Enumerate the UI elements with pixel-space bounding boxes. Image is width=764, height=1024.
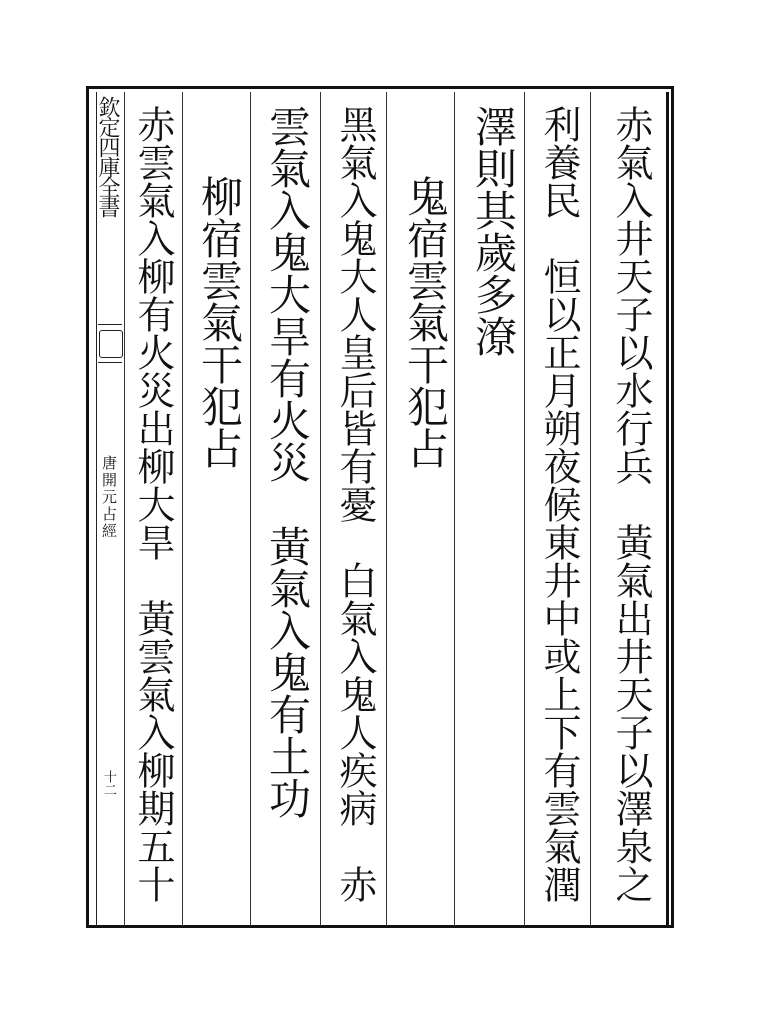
column-rule: [590, 92, 591, 926]
text-column-3: 澤則其歲多潦: [469, 105, 518, 357]
column-rule: [250, 92, 251, 926]
text-column-6: 雲氣入鬼大旱有火災 黃氣入鬼有土功: [263, 105, 312, 819]
column-rule: [524, 92, 525, 926]
text-column-1: 赤氣入井天子以水行兵 黃氣出井天子以澤泉之: [609, 105, 653, 903]
section-heading-ghost-mansion: 鬼宿雲氣干犯占: [401, 175, 450, 469]
margin-divider-lower: [98, 362, 122, 363]
column-rule: [124, 92, 125, 926]
column-rule: [386, 92, 387, 926]
margin-divider: [98, 324, 122, 325]
book-title: 唐開元占經: [100, 455, 118, 540]
text-column-2: 利養民 恒以正月朔夜候東井中或上下有雲氣潤: [537, 105, 581, 903]
page-number: 十二: [101, 770, 116, 796]
column-rule: [320, 92, 321, 926]
text-column-8: 赤雲氣入柳有火災出柳大旱 黃雲氣入柳期五十: [131, 105, 175, 903]
column-rule: [182, 92, 183, 926]
column-rule: [454, 92, 455, 926]
text-column-5: 黑氣入鬼大人皇后皆有憂 白氣入鬼人疾病 赤: [333, 105, 377, 903]
section-heading-willow-mansion: 柳宿雲氣干犯占: [195, 175, 244, 469]
collection-title: 欽定四庫全書: [95, 96, 120, 216]
fish-tail-ornament: [99, 330, 123, 358]
